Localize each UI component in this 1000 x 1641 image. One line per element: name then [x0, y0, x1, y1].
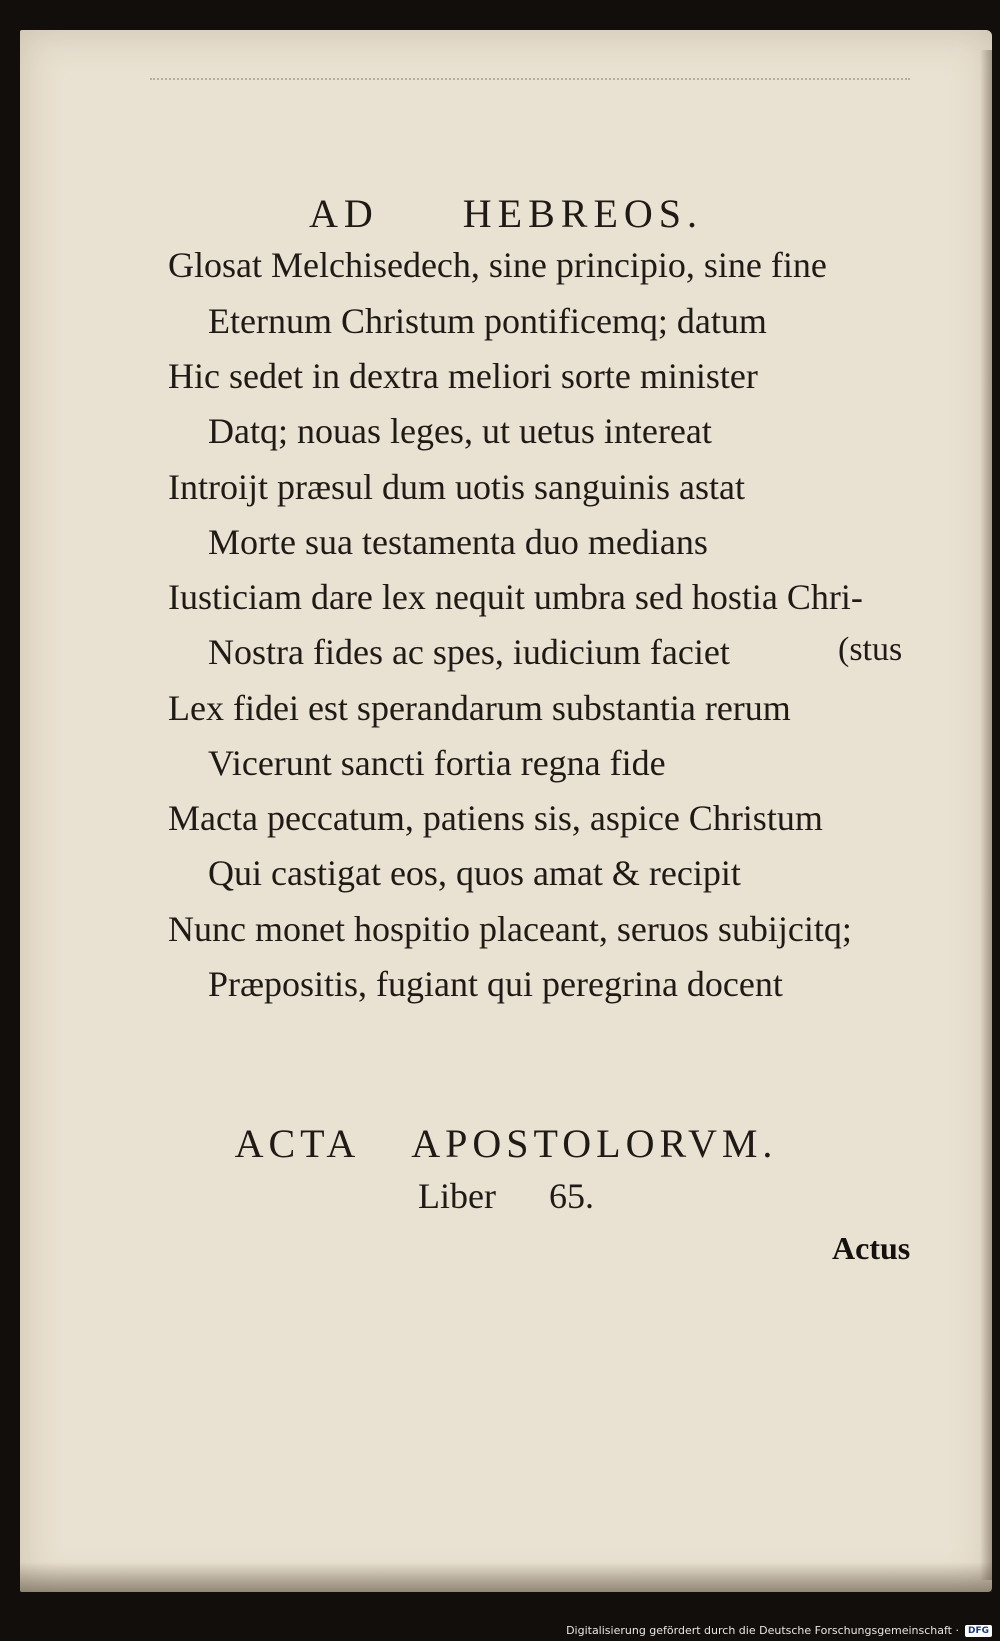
page-edge-shadow	[980, 50, 992, 1580]
verse-line: Macta peccatum, patiens sis, aspice Christum	[168, 798, 823, 838]
verse-line: Iusticiam dare lex nequit umbra sed hostia Chri-	[168, 577, 863, 617]
carryover-text: (stus	[838, 631, 903, 668]
section-title-word-2: APOSTOLORVM.	[411, 1121, 778, 1166]
dfg-logo-icon: DFG	[965, 1625, 992, 1637]
verse-line: Glosat Melchisedech, sine principio, sine fine	[168, 245, 827, 285]
credit-text: Digitalisierung gefördert durch die Deutsche Forschungsgemeinschaft ·	[566, 1624, 959, 1637]
digitization-credit	[566, 1624, 992, 1637]
liber-number: 65.	[548, 1176, 594, 1216]
verse-line: Nunc monet hospitio placeant, seruos subijcitq;	[168, 909, 852, 949]
verse-line: Lex fidei est sperandarum substantia rerum	[168, 688, 791, 728]
verse-line: Morte sua testamenta duo medians	[208, 522, 708, 562]
verse-line: Nostra fides ac spes, iudicium faciet	[208, 632, 730, 672]
section-title	[20, 1120, 992, 1167]
header-word-2: HEBREOS.	[462, 191, 704, 236]
verse-line: Præpositis, fugiant qui peregrina docent	[208, 964, 783, 1004]
verse-line: Datq; nouas leges, ut uetus intereat	[208, 411, 712, 451]
verse-line: Qui castigat eos, quos amat & recipit	[208, 853, 741, 893]
verse-line: Introijt præsul dum uotis sanguinis astat	[168, 467, 745, 507]
page-bottom-shadow	[20, 1562, 992, 1592]
ruled-dotted-line	[150, 78, 910, 82]
verse-line: Vicerunt sancti fortia regna fide	[208, 743, 666, 783]
section-title-word-1: ACTA	[234, 1121, 361, 1166]
verse-line: Hic sedet in dextra meliori sorte minister	[168, 356, 758, 396]
header-word-1: AD	[308, 191, 379, 236]
liber-word: Liber	[418, 1176, 496, 1216]
book-page	[20, 30, 992, 1592]
catchword: Actus	[832, 1230, 911, 1266]
liber-line	[20, 1175, 992, 1217]
verse-line: Eternum Christum pontificemq; datum	[208, 301, 767, 341]
running-header	[20, 190, 992, 237]
